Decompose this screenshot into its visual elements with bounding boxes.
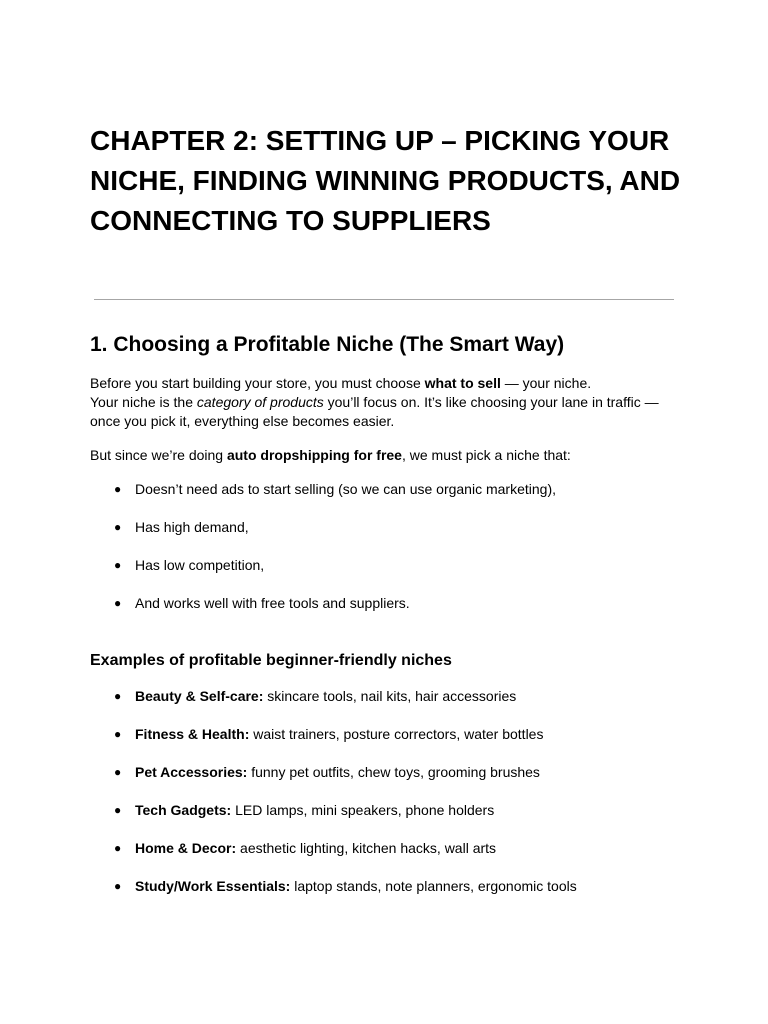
intro-text: Your niche is the — [90, 394, 197, 410]
intro-paragraph — [90, 374, 680, 431]
criteria-text: Doesn’t need ads to start selling (so we can use organic marketing), — [135, 481, 556, 497]
intro-text: — your niche. — [500, 375, 592, 391]
free-text: , we must pick a niche that: — [401, 447, 571, 463]
niche-label: Tech Gadgets: — [135, 802, 232, 818]
niche-label: Beauty & Self-care: — [135, 688, 264, 704]
intro-line-3: once you pick it, everything else becomes easier. — [90, 413, 395, 429]
list-item — [90, 594, 690, 632]
list-item — [90, 801, 690, 839]
niche-text: laptop stands, note planners, ergonomic tools — [290, 878, 577, 894]
criteria-text: Has low competition, — [135, 557, 265, 573]
free-paragraph — [90, 446, 680, 465]
criteria-text: And works well with free tools and suppliers. — [135, 595, 410, 611]
intro-line-2 — [90, 393, 680, 412]
intro-italic-category: category of products — [196, 394, 324, 410]
niche-label: Home & Decor: — [135, 840, 237, 856]
niche-label: Pet Accessories: — [135, 764, 248, 780]
intro-text: you’ll focus on. It’s like choosing your lane in traffic — — [323, 394, 659, 410]
list-item — [90, 480, 690, 518]
bullet-icon: ● — [114, 596, 122, 610]
list-item — [90, 877, 690, 915]
bullet-icon: ● — [114, 841, 122, 855]
examples-heading: Examples of profitable beginner-friendly niches — [90, 652, 452, 669]
bullet-icon: ● — [114, 689, 122, 703]
bullet-icon: ● — [114, 558, 122, 572]
bullet-icon: ● — [114, 482, 122, 496]
niche-text: LED lamps, mini speakers, phone holders — [231, 802, 495, 818]
list-item — [90, 763, 690, 801]
niche-label: Fitness & Health: — [135, 726, 250, 742]
horizontal-divider — [94, 299, 674, 300]
criteria-list — [90, 480, 690, 632]
niche-text: funny pet outfits, chew toys, grooming brushes — [247, 764, 540, 780]
niche-text: skincare tools, nail kits, hair accessories — [263, 688, 517, 704]
list-item — [90, 556, 690, 594]
niche-text: aesthetic lighting, kitchen hacks, wall arts — [236, 840, 497, 856]
intro-text: Before you start building your store, you must choose — [90, 375, 425, 391]
free-bold-auto-dropshipping: auto dropshipping for free — [226, 447, 402, 463]
bullet-icon: ● — [114, 879, 122, 893]
list-item — [90, 725, 690, 763]
free-text: But since we’re doing — [90, 447, 227, 463]
intro-line-1 — [90, 374, 680, 393]
bullet-icon: ● — [114, 765, 122, 779]
chapter-title: CHAPTER 2: SETTING UP – PICKING YOUR NICHE, FINDING WINNING PRODUCTS, AND CONNECTING TO SUPPLIERS — [90, 125, 681, 236]
criteria-text: Has high demand, — [135, 519, 249, 535]
list-item — [90, 518, 690, 556]
bullet-icon: ● — [114, 520, 122, 534]
list-item — [90, 839, 690, 877]
niche-examples-list — [90, 687, 690, 915]
bullet-icon: ● — [114, 727, 122, 741]
niche-label: Study/Work Essentials: — [135, 878, 291, 894]
niche-text: waist trainers, posture correctors, water bottles — [249, 726, 544, 742]
bullet-icon: ● — [114, 803, 122, 817]
intro-bold-what-to-sell: what to sell — [424, 375, 501, 391]
section-heading: 1. Choosing a Profitable Niche (The Smart Way) — [90, 333, 565, 356]
list-item — [90, 687, 690, 725]
